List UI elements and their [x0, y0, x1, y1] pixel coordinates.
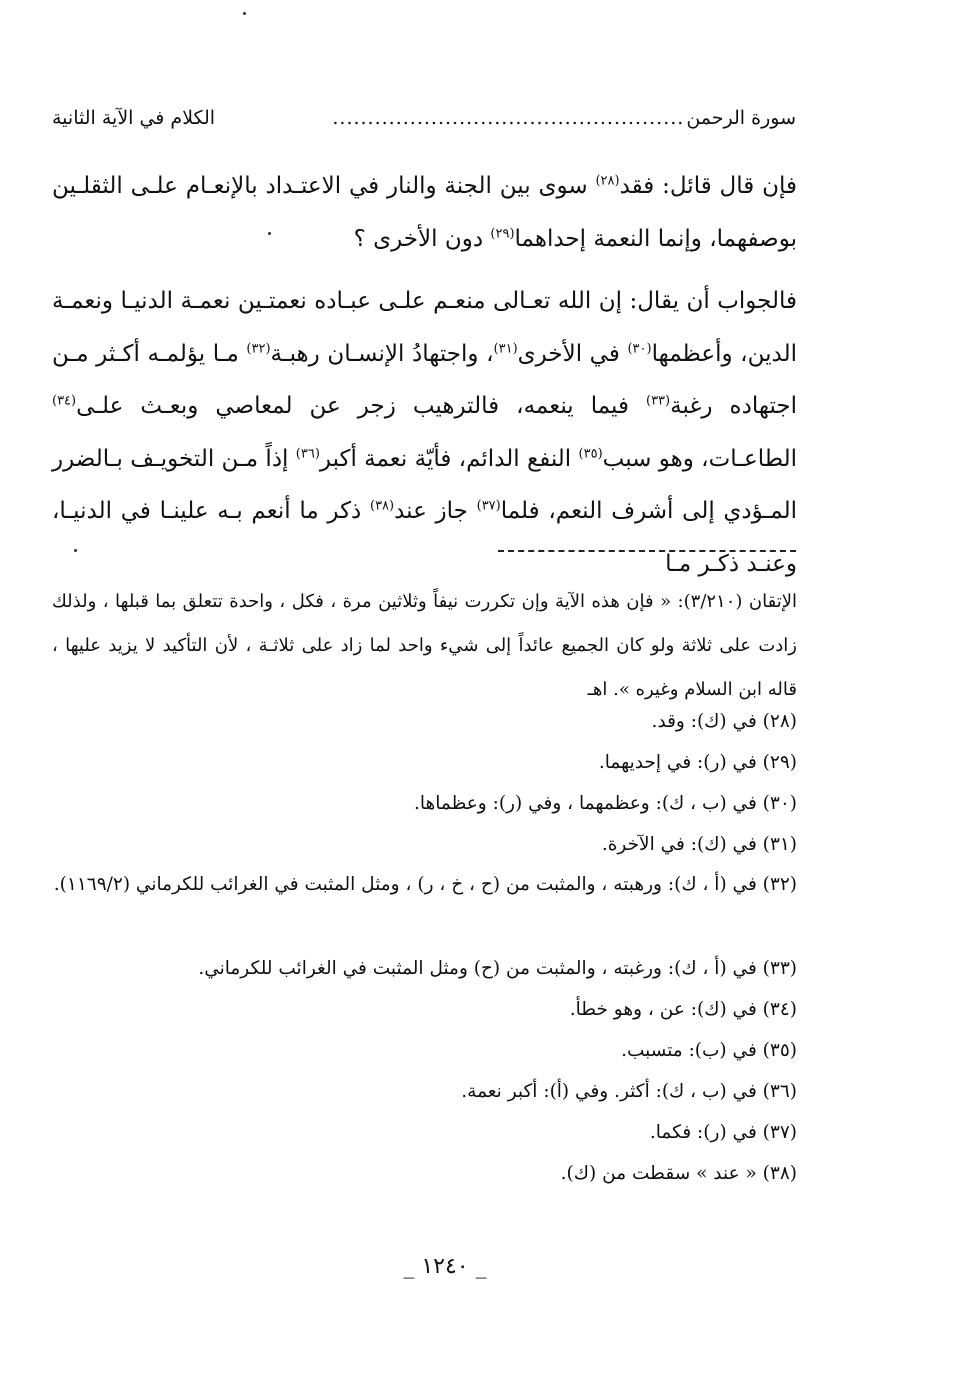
footnote-ref[interactable]: (٣٥)	[578, 445, 603, 461]
footnote-separator	[498, 550, 796, 552]
text-run: الطاعـات، وهو سبب	[602, 445, 798, 472]
footnote-ref[interactable]: (٣٣)	[645, 393, 671, 409]
text-run: ، واجتهادُ الإنسـان رهبـة	[270, 340, 494, 367]
footnote-list	[52, 701, 797, 1194]
footnote-ref[interactable]: (٣٠)	[627, 340, 652, 356]
footnote-item: (٣٨) « عند » سقطت من (ك).	[560, 1163, 797, 1184]
main-text	[52, 160, 797, 590]
footnote-ref[interactable]: (٣٨)	[369, 498, 395, 514]
footnote-item: (٣١) في (ك): في الآخرة.	[601, 834, 797, 855]
header-dot-leader: ..................................................	[332, 107, 685, 129]
text-run: مـا يؤلمـه أكـثر مـن اجتهاده رغبة	[52, 340, 798, 419]
text-run: دون الأخرى ؟	[353, 225, 491, 252]
footnote-ref[interactable]: (٣٧)	[476, 498, 501, 514]
footnote-ref[interactable]: (٢٨)	[595, 173, 620, 189]
footnote-ref[interactable]: (٢٩)	[490, 225, 515, 241]
page-number: _ ١٢٤٠ _	[403, 1254, 487, 1279]
running-header	[52, 103, 796, 133]
text-run: في الأخرى	[517, 340, 628, 367]
footnote-ref[interactable]: (٣١)	[493, 340, 518, 356]
footnote-ref[interactable]: (٣٢)	[246, 340, 271, 356]
footnote-item: (٣٥) في (ب): متسبب.	[621, 1040, 797, 1061]
footnote-ref[interactable]: (٣٦)	[295, 445, 320, 461]
footnote-item: (٢٨) في (ك): وقد.	[651, 711, 797, 732]
text-run: فإن قال قائل: فقد	[619, 173, 797, 199]
text-run: فيما ينعمه، فالترهيب زجر عن لمعاصي وبعـث علـى	[76, 393, 646, 419]
paragraph-question	[52, 160, 797, 265]
text-run: جاز عند	[394, 498, 477, 524]
header-sura-name: سورة الرحمن	[686, 107, 796, 129]
footnote-item: (٣٦) في (ب ، ك): أكثر. وفي (أ): أكبر نعمة.	[461, 1081, 797, 1102]
footnote-item: (٣٢) في (أ ، ك): ورهبته ، والمثبت من (ح ، خ ، ر) ، ومثل المثبت في الغرائب للكرماني (١١٦٩/٢).	[53, 874, 797, 895]
footnote-item: (٣٧) في (ر): فكما.	[649, 1122, 797, 1143]
footnote-item: (٢٩) في (ر): في إحديهما.	[598, 752, 797, 773]
footnote-item: (٣٤) في (ك): عن ، وهو خطأ.	[569, 999, 797, 1020]
text-run: إذاً مـن التخويـف بـالضرر المـؤدي إلى أشرف النعم، فلما	[52, 445, 797, 524]
footnote-item: (٣٠) في (ب ، ك): وعظمهما ، وفي (ر): وعظماها.	[413, 793, 797, 814]
speck-mark	[243, 12, 246, 15]
text-run: ذكر ما أنعم بـه علينـا في الدنيـا، وعنـد ذكـر مـا	[52, 498, 797, 577]
paragraph-answer	[52, 275, 797, 590]
text-run: النفع الدائم، فأيّة نعمة أكبر	[319, 445, 579, 472]
footnote-item: (٣٣) في (أ ، ك): ورغبته ، والمثبت من (ح) ومثل المثبت في الغرائب للكرماني.	[198, 958, 797, 979]
header-topic: الكلام في الآية الثانية	[52, 107, 216, 129]
footnote-continuation-text: الإتقان (٣/٢١٠): « فإن هذه الآية وإن تكررت نيفاً وثلاثين مرة ، فكل ، واحدة تتعلق بما قبلها ، ولذلك زادت على ثلاثة ولو كان الجميع عائداً إلى شيء واحد لما زاد على ثلاثـة ، لأن التأكيد لا يزيد عليها ، قاله ابن السلام وغيره ». اهـ	[52, 591, 797, 700]
text-run: سوى بين الجنة والنار في الاعتـداد بالإنعـام علـى الثقلـين بوصفهما، وإنما النعمة إحداهما	[52, 173, 797, 252]
footnote-ref[interactable]: (٣٤)	[52, 393, 77, 409]
footnote-continuation	[52, 580, 797, 712]
text-run: فالجواب أن يقال: إن الله تعـالى منعـم علـى عبـاده نعمتـين نعمـة الدنيـا ونعمـة الدين، وأعظمها	[52, 288, 797, 367]
